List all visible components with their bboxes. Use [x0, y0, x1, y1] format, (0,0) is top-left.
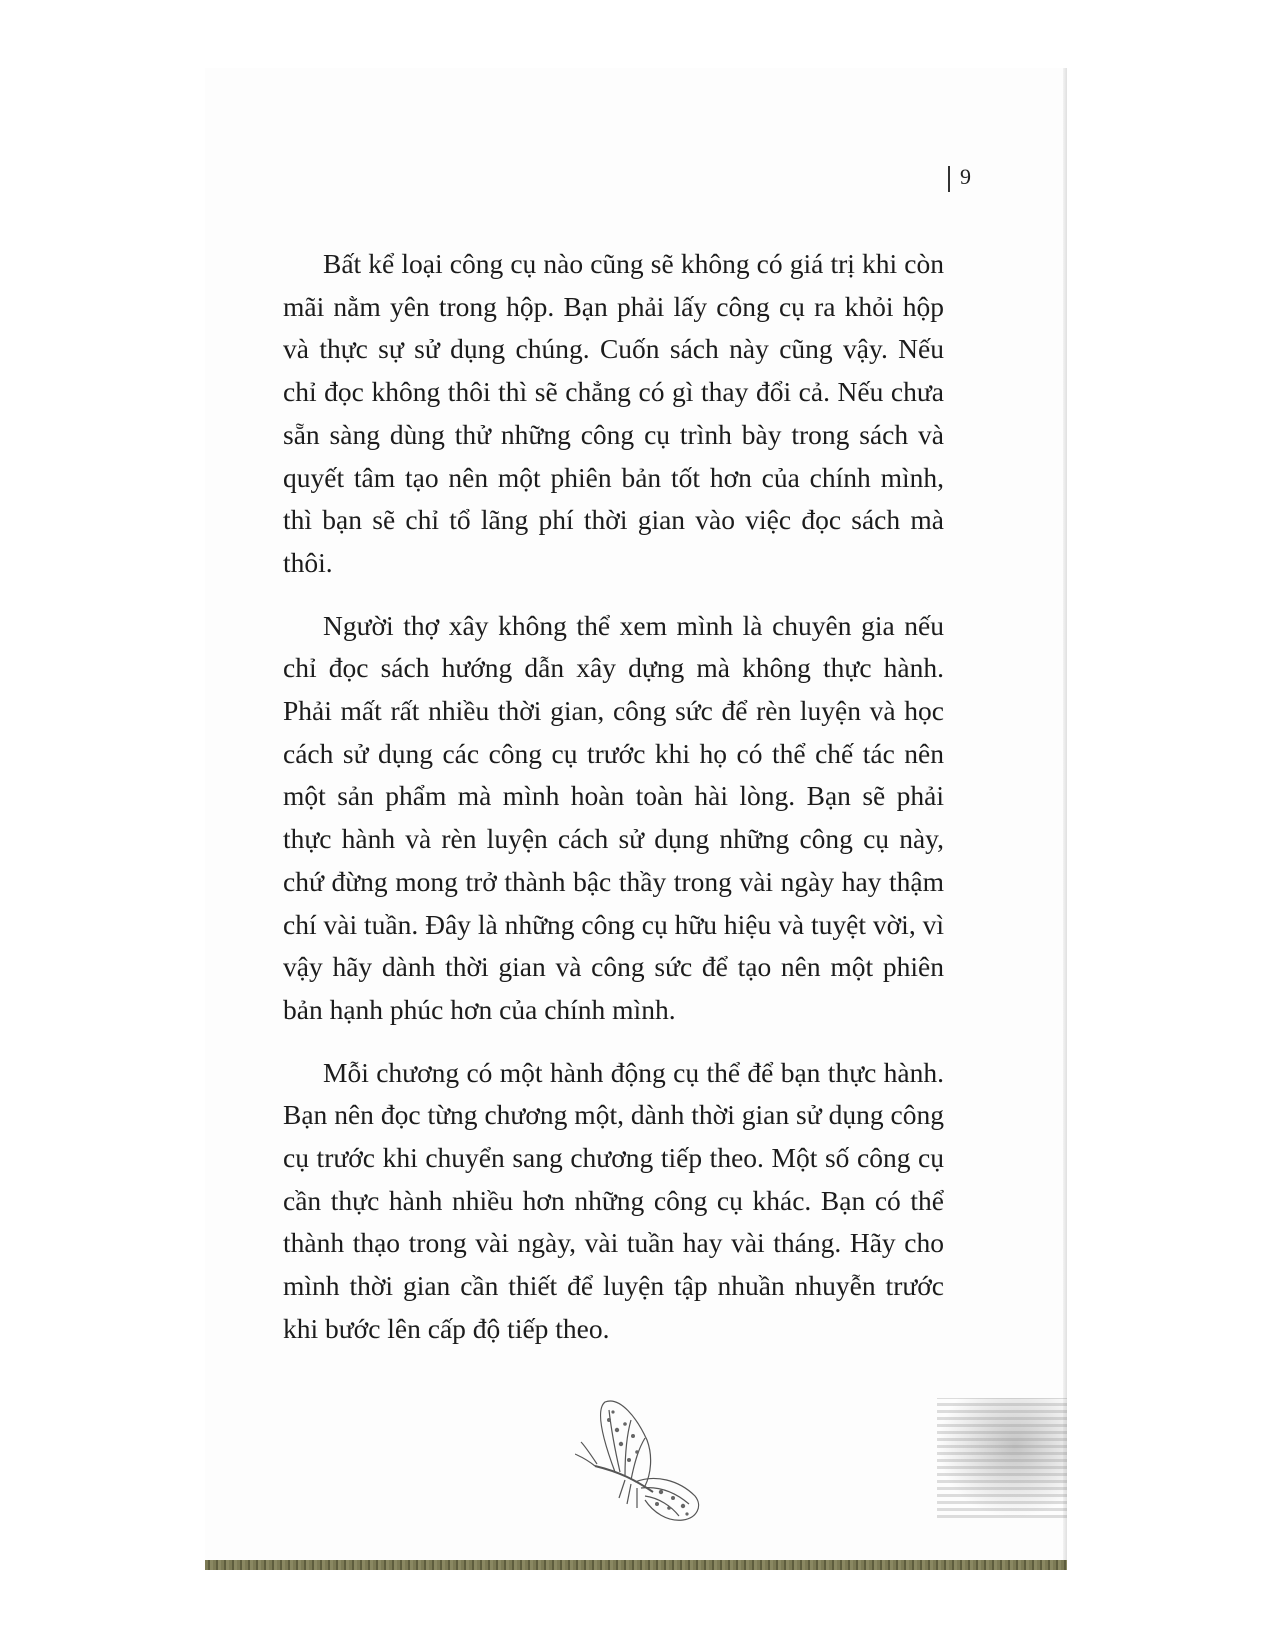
paragraph-1: Bất kể loại công cụ nào cũng sẽ không có giá trị khi còn mãi nằm yên trong hộp. Bạn phải lấy công cụ ra khỏi hộp và thực sự sử dụng chúng. Cuốn sách này cũng vậy. Nếu chỉ đọc không thôi thì sẽ chẳng có gì thay đổi cả. Nếu chưa sẵn sàng dùng thử những công cụ trình bày trong sách và quyết tâm tạo nên một phiên bản tốt hơn của chính mình, thì bạn sẽ chỉ tổ lãng phí thời gian vào việc đọc sách mà thôi.: [283, 248, 944, 578]
page-bottom-edge: [205, 1560, 1067, 1570]
butterfly-icon: [575, 1400, 715, 1530]
paragraph-2: Người thợ xây không thể xem mình là chuyên gia nếu chỉ đọc sách hướng dẫn xây dựng mà không thực hành. Phải mất rất nhiều thời gian, công sức để rèn luyện và học cách sử dụng các công cụ trước khi họ có thể chế tác nên một sản phẩm mà mình hoàn toàn hài lòng. Bạn sẽ phải thực hành và rèn luyện cách sử dụng những công cụ này, chứ đừng mong trở thành bậc thầy trong vài ngày hay thậm chí vài tuần. Đây là những công cụ hữu hiệu và tuyệt vời, vì vậy hãy dành thời gian và công sức để tạo nên một phiên bản hạnh phúc hơn của chính mình.: [283, 609, 944, 1025]
page-edge: [1063, 68, 1067, 1568]
page-number: 9: [960, 164, 971, 189]
show-through-smudge: [937, 1398, 1067, 1518]
header-divider: [948, 166, 950, 192]
body-text: [283, 243, 944, 1351]
paragraph-3: Mỗi chương có một hành động cụ thể để bạn thực hành. Bạn nên đọc từng chương một, dành thời gian sử dụng công cụ trước khi chuyển sang chương tiếp theo. Một số công cụ cần thực hành nhiều hơn những công cụ khác. Bạn có thể thành thạo trong vài ngày, vài tuần hay vài tháng. Hãy cho mình thời gian cần thiết để luyện tập nhuần nhuyễn trước khi bước lên cấp độ tiếp theo.: [283, 1056, 944, 1344]
